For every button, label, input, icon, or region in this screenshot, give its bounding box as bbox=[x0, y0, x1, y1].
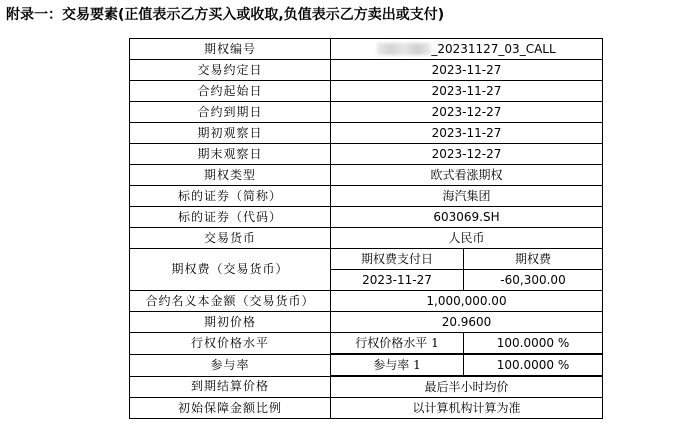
row-start-date bbox=[130, 81, 603, 102]
trade-date-label: 交易约定日 bbox=[130, 60, 331, 81]
row-settlement-price bbox=[130, 376, 603, 398]
row-notional bbox=[130, 291, 603, 312]
row-initial-observation bbox=[130, 123, 603, 144]
initial-observation-value: 2023-11-27 bbox=[331, 123, 603, 144]
strike-label: 行权价格水平 bbox=[130, 333, 331, 355]
currency-value: 人民币 bbox=[331, 228, 603, 249]
row-option-type bbox=[130, 165, 603, 186]
row-final-observation bbox=[130, 144, 603, 165]
participation-value: 100.0000 % bbox=[464, 354, 603, 376]
margin-ratio-label: 初始保障金额比例 bbox=[130, 398, 331, 419]
underlying-name-value: 海汽集团 bbox=[331, 186, 603, 207]
start-date-value: 2023-11-27 bbox=[331, 81, 603, 102]
notional-value: 1,000,000.00 bbox=[331, 291, 603, 312]
underlying-code-label: 标的证券（代码） bbox=[130, 207, 331, 228]
currency-label: 交易货币 bbox=[130, 228, 331, 249]
start-date-label: 合约起始日 bbox=[130, 81, 331, 102]
notional-label: 合约名义本金额（交易货币） bbox=[130, 291, 331, 312]
underlying-name-label: 标的证券（简称） bbox=[130, 186, 331, 207]
option-id-value: _20231127_03_CALL bbox=[431, 41, 556, 56]
option-id-label: 期权编号 bbox=[130, 39, 331, 60]
initial-observation-label: 期初观察日 bbox=[130, 123, 331, 144]
settlement-price-value: 最后半小时均价 bbox=[331, 376, 603, 398]
underlying-code-value: 603069.SH bbox=[331, 207, 603, 228]
row-premium-header bbox=[130, 249, 603, 270]
expiry-date-value: 2023-12-27 bbox=[331, 102, 603, 123]
premium-pay-date-value: 2023-11-27 bbox=[331, 270, 464, 291]
strike-sub-label: 行权价格水平 1 bbox=[331, 333, 464, 355]
settlement-price-label: 到期结算价格 bbox=[130, 376, 331, 398]
premium-pay-date-header: 期权费支付日 bbox=[331, 249, 464, 270]
final-observation-value: 2023-12-27 bbox=[331, 144, 603, 165]
initial-price-value: 20.9600 bbox=[331, 312, 603, 333]
redacted-block bbox=[377, 43, 431, 55]
row-initial-price bbox=[130, 312, 603, 333]
row-expiry-date bbox=[130, 102, 603, 123]
participation-label: 参与率 bbox=[130, 354, 331, 376]
final-observation-label: 期末观察日 bbox=[130, 144, 331, 165]
row-currency bbox=[130, 228, 603, 249]
row-strike bbox=[130, 333, 603, 355]
row-participation bbox=[130, 354, 603, 376]
trade-date-value: 2023-11-27 bbox=[331, 60, 603, 81]
premium-label: 期权费（交易货币） bbox=[130, 249, 331, 291]
row-underlying-code bbox=[130, 207, 603, 228]
row-trade-date bbox=[130, 60, 603, 81]
participation-sub-label: 参与率 1 bbox=[331, 354, 464, 376]
row-option-id bbox=[130, 39, 603, 60]
appendix-heading: 附录一：交易要素(正值表示乙方买入或收取,负值表示乙方卖出或支付) bbox=[6, 7, 445, 23]
premium-amount-header: 期权费 bbox=[464, 249, 603, 270]
margin-ratio-value: 以计算机构计算为准 bbox=[331, 398, 603, 419]
strike-value: 100.0000 % bbox=[464, 333, 603, 355]
option-type-value: 欧式看涨期权 bbox=[331, 165, 603, 186]
initial-price-label: 期初价格 bbox=[130, 312, 331, 333]
trade-terms-table bbox=[129, 38, 603, 419]
premium-amount-value: -60,300.00 bbox=[464, 270, 603, 291]
expiry-date-label: 合约到期日 bbox=[130, 102, 331, 123]
option-type-label: 期权类型 bbox=[130, 165, 331, 186]
row-margin-ratio bbox=[130, 398, 603, 419]
row-underlying-name bbox=[130, 186, 603, 207]
